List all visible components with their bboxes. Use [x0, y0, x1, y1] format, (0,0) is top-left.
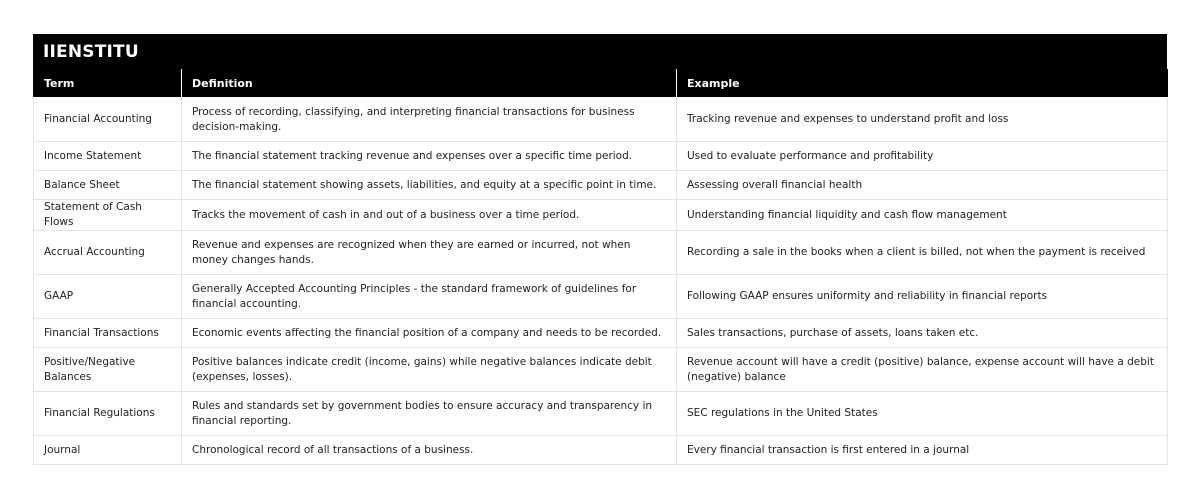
column-header-example: Example	[677, 69, 1168, 98]
definition-cell: The financial statement tracking revenue and expenses over a specific time period.	[182, 142, 677, 171]
column-header-definition: Definition	[182, 69, 677, 98]
example-cell: Every financial transaction is first entered in a journal	[677, 436, 1168, 465]
term-cell: Financial Accounting	[34, 98, 182, 142]
glossary-table	[33, 69, 1168, 465]
definition-cell: Economic events affecting the financial position of a company and needs to be recorded.	[182, 319, 677, 348]
table-row	[34, 142, 1168, 171]
term-cell: Financial Regulations	[34, 392, 182, 436]
definition-cell: Process of recording, classifying, and interpreting financial transactions for business decision-making.	[182, 98, 677, 142]
table-row	[34, 392, 1168, 436]
glossary-container	[33, 34, 1167, 465]
term-cell: Income Statement	[34, 142, 182, 171]
table-row	[34, 319, 1168, 348]
brand-name: IIENSTITU	[43, 41, 139, 62]
term-cell: Journal	[34, 436, 182, 465]
definition-cell: Tracks the movement of cash in and out of a business over a time period.	[182, 200, 677, 231]
term-cell: Statement of Cash Flows	[34, 200, 182, 231]
example-cell: Tracking revenue and expenses to understand profit and loss	[677, 98, 1168, 142]
table-row	[34, 436, 1168, 465]
brand-header	[33, 34, 1167, 69]
definition-cell: Positive balances indicate credit (income, gains) while negative balances indicate debit (expenses, losses).	[182, 348, 677, 392]
term-cell: GAAP	[34, 275, 182, 319]
example-cell: Sales transactions, purchase of assets, loans taken etc.	[677, 319, 1168, 348]
table-row	[34, 200, 1168, 231]
example-cell: SEC regulations in the United States	[677, 392, 1168, 436]
term-cell: Positive/Negative Balances	[34, 348, 182, 392]
term-cell: Accrual Accounting	[34, 231, 182, 275]
column-header-term: Term	[34, 69, 182, 98]
example-cell: Assessing overall financial health	[677, 171, 1168, 200]
definition-cell: Rules and standards set by government bodies to ensure accuracy and transparency in financial reporting.	[182, 392, 677, 436]
table-row	[34, 275, 1168, 319]
term-cell: Balance Sheet	[34, 171, 182, 200]
example-cell: Recording a sale in the books when a client is billed, not when the payment is received	[677, 231, 1168, 275]
example-cell: Following GAAP ensures uniformity and reliability in financial reports	[677, 275, 1168, 319]
definition-cell: The financial statement showing assets, liabilities, and equity at a specific point in time.	[182, 171, 677, 200]
example-cell: Used to evaluate performance and profitability	[677, 142, 1168, 171]
table-header-row	[34, 69, 1168, 98]
table-row	[34, 348, 1168, 392]
table-row	[34, 231, 1168, 275]
definition-cell: Chronological record of all transactions of a business.	[182, 436, 677, 465]
definition-cell: Generally Accepted Accounting Principles - the standard framework of guidelines for financial accounting.	[182, 275, 677, 319]
table-row	[34, 171, 1168, 200]
example-cell: Revenue account will have a credit (positive) balance, expense account will have a debit (negative) balance	[677, 348, 1168, 392]
term-cell: Financial Transactions	[34, 319, 182, 348]
example-cell: Understanding financial liquidity and cash flow management	[677, 200, 1168, 231]
table-row	[34, 98, 1168, 142]
definition-cell: Revenue and expenses are recognized when they are earned or incurred, not when money changes hands.	[182, 231, 677, 275]
